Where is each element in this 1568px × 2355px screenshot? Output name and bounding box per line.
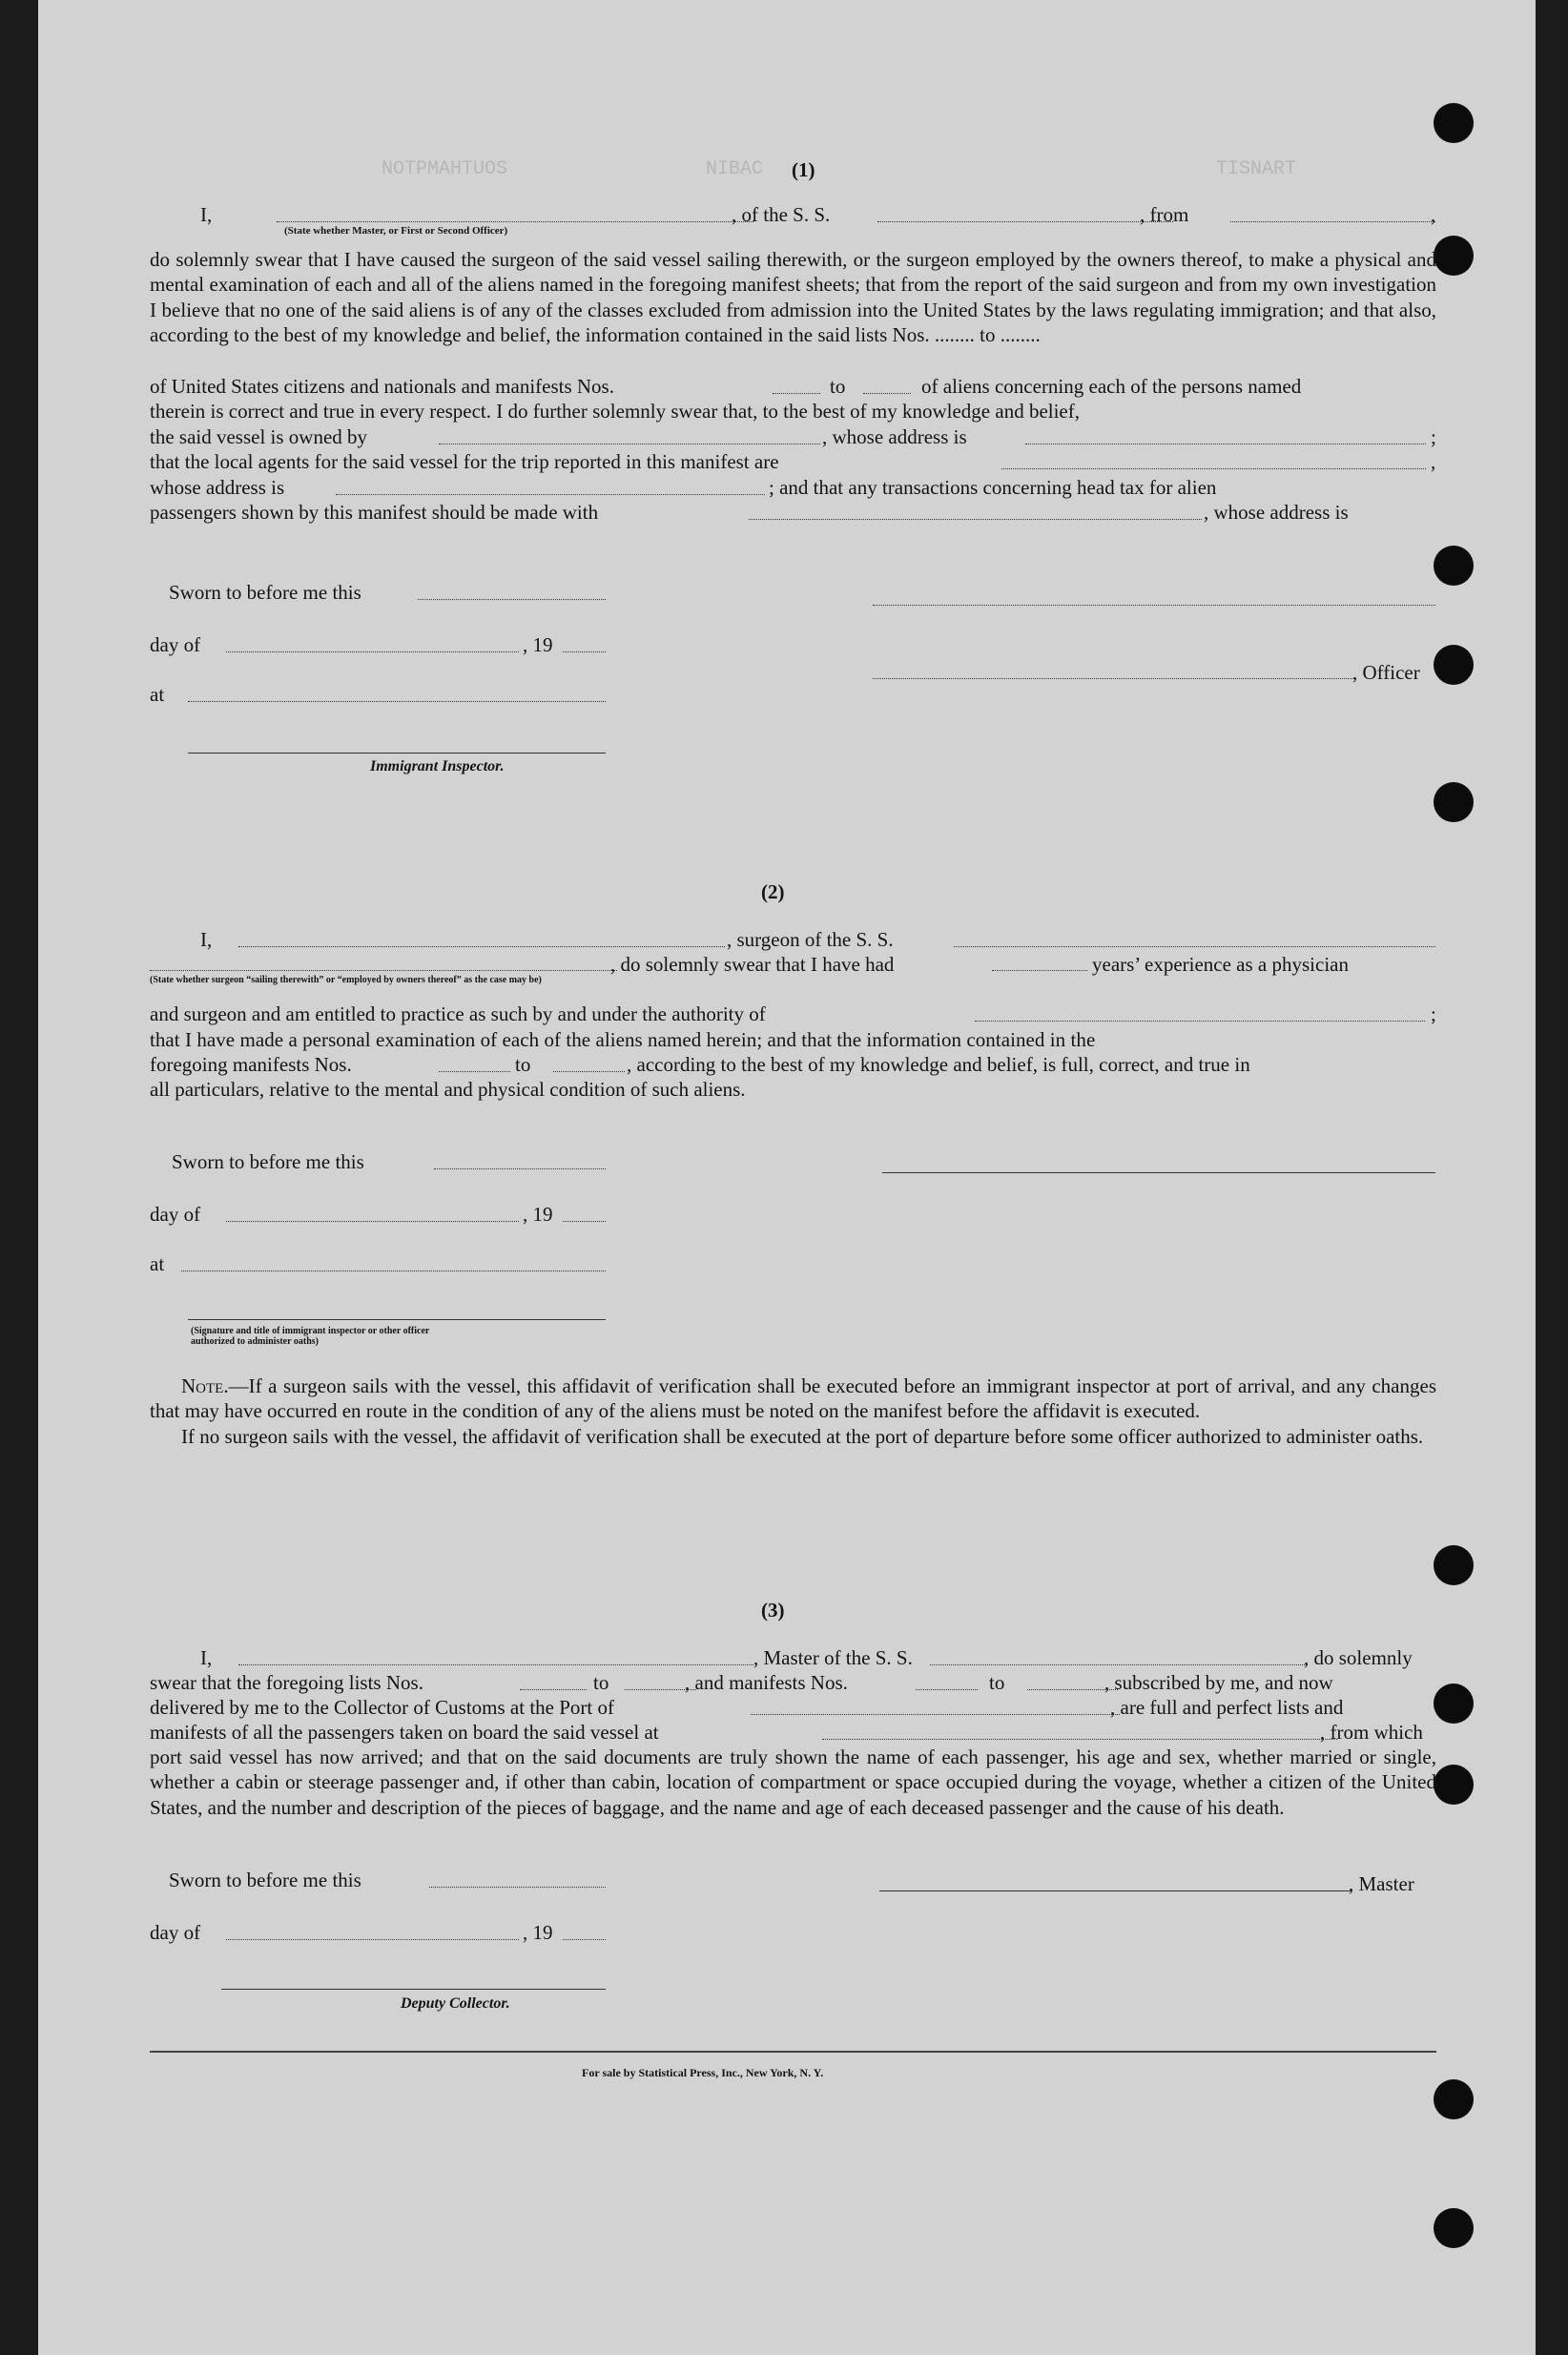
day-of-label: day of [150,633,201,656]
sworn-day-field[interactable] [434,1168,606,1169]
from-which-label: , from which [1320,1721,1423,1744]
note-paragraph-2 [150,1424,1436,1449]
master-of-ss-label: , Master of the S. S. [753,1646,913,1669]
punch-hole [1434,546,1474,586]
punch-hole [1434,2208,1474,2248]
section-1-heading: (1) [792,158,815,181]
agents-address-label: whose address is [150,476,285,499]
foregoing-lists-label: swear that the foregoing lists Nos. [150,1671,423,1694]
owned-by-label: the said vessel is owned by [150,425,368,448]
aliens-concerning-text: of aliens concerning each of the persons named [921,375,1302,398]
local-agents-field[interactable] [1001,468,1426,469]
printer-credit: For sale by Statistical Press, Inc., New York, N. Y. [582,2066,824,2079]
surgeon-status-field[interactable] [150,970,617,971]
to-label: to [515,1053,531,1076]
note-paragraph-1 [150,1374,1436,1424]
at-label: at [150,1252,165,1275]
section-3-body-text: port said vessel has now arrived; and that on the said documents are truly shown the name of each passenger, his age and sex, whether married or single, whether a cabin or steerage passenger and, if other than cabin, location of compartment or space occupied during the voyage, whether a citizen of the United States, and the number and description of the pieces of baggage, and the name and age of each deceased passenger and the cause of his death. [150,1746,1436,1819]
oath-officer-signature-line[interactable] [188,1319,606,1320]
section-1-body [150,247,1436,348]
collector-port-field[interactable] [751,1714,1120,1715]
collector-port-label: delivered by me to the Collector of Customs at the Port of [150,1696,614,1719]
footer-rule [150,2051,1436,2053]
lists-from-field[interactable] [520,1689,587,1690]
master-label: , Master [1349,1872,1414,1895]
sworn-day-field[interactable] [418,599,606,600]
bleed-through-text: NOTPMAHTUOS [382,158,508,180]
semicolon: ; [1431,425,1436,448]
officer-caption: (State whether Master, or First or Second Officer) [284,225,508,237]
manifests-from-field[interactable] [916,1689,978,1690]
oath-i: I, [200,1646,213,1669]
head-tax-contact-field[interactable] [749,519,1202,520]
manifest-no-from-field[interactable] [773,393,820,394]
sworn-label: Sworn to before me this [172,1150,364,1173]
punch-hole [1434,1684,1474,1724]
surgeon-vessel-field[interactable] [954,946,1435,947]
deputy-collector-signature-line[interactable] [221,1989,606,1990]
at-place-field[interactable] [181,1270,606,1271]
section-3-heading: (3) [761,1599,785,1622]
surgeon-of-ss-label: , surgeon of the S. S. [727,928,894,951]
oath-i: I, [200,928,213,951]
manifests-nos-label: foregoing manifests Nos. [150,1053,352,1076]
year-label: , 19 [523,633,553,656]
manifest-back-page [38,0,1536,2355]
local-agents-label: that the local agents for the said vessel for the trip reported in this manifest are [150,450,779,473]
passengers-label: passengers shown by this manifest should be made with [150,501,599,524]
punch-hole [1434,782,1474,822]
bleed-through-text: TISNART [1216,158,1297,180]
to-label: to [989,1671,1005,1694]
note-block [150,1374,1436,1449]
manifest-no-to-field[interactable] [863,393,911,394]
according-text: , according to the best of my knowledge and belief, is full, correct, and true in [627,1053,1250,1076]
comma: , [1431,203,1436,226]
full-perfect-text: , are full and perfect lists and [1110,1696,1344,1719]
surgeon-manifest-to-field[interactable] [553,1071,625,1072]
embarkation-port-field[interactable] [822,1739,1337,1740]
master-vessel-field[interactable] [930,1664,1307,1665]
surgeon-signature-line[interactable] [882,1172,1435,1173]
comma: , [1431,450,1436,473]
punch-hole [1434,2079,1474,2119]
at-label: at [150,683,165,706]
sworn-day-field[interactable] [429,1887,606,1888]
swear-years-label: , do solemnly swear that I have had [610,953,895,976]
signature-caption [191,1326,439,1347]
to-label: to [593,1671,609,1694]
owner-address-label: , whose address is [822,425,967,448]
year-label: , 19 [523,1921,553,1944]
officer-signature-field[interactable] [873,605,1435,606]
manifests-nos-label: , and manifests Nos. [685,1671,848,1694]
inspector-title: Immigrant Inspector. [370,758,505,775]
contact-address-label: , whose address is [1204,501,1349,524]
head-tax-text: ; and that any transactions concerning head tax for alien [769,476,1217,499]
authority-label: and surgeon and am entitled to practice as such by and under the authority of [150,1002,766,1025]
at-place-field[interactable] [188,701,606,702]
section-3-body [150,1745,1436,1820]
years-physician-label: years’ experience as a physician [1092,953,1349,976]
punch-hole [1434,236,1474,276]
day-of-month-field[interactable] [226,1939,519,1940]
particulars-text: all particulars, relative to the mental and physical condition of such aliens. [150,1078,746,1101]
year-field[interactable] [563,651,606,652]
surgeon-manifest-from-field[interactable] [439,1071,510,1072]
to-label: to [830,375,846,398]
signature-caption-text: (Signature and title of immigrant inspector or other officer authorized to administer oaths) [191,1326,430,1347]
punch-hole [1434,645,1474,685]
from-label: , from [1140,203,1189,226]
section-1-body-text: do solemnly swear that I have caused the surgeon of the said vessel sailing therewith, or the surgeon employed by the owners thereof, to make a physical and mental examination of each and all of the aliens named in the foregoing manifest sheets; that from the report of the said surgeon and from my own investigation I believe that no one of the said aliens is of any of the classes excluded from admission into the United States by the laws regulating immigration; and that also, according to the best of my knowledge and belief, the information contained in the said lists Nos. ........ to ........ [150,248,1436,347]
sworn-label: Sworn to before me this [169,581,361,604]
master-name-field[interactable] [238,1664,753,1665]
officer-name-field[interactable] [277,221,753,222]
authority-field[interactable] [975,1021,1425,1022]
taken-on-board-label: manifests of all the passengers taken on board the said vessel at [150,1721,659,1744]
note-label: Note. [181,1374,229,1397]
bleed-through-text: NIBAC [706,158,764,180]
day-of-month-field[interactable] [226,1221,519,1222]
punch-hole [1434,1545,1474,1585]
day-of-month-field[interactable] [226,651,519,652]
oath-i: I, [200,203,213,226]
years-experience-field[interactable] [992,970,1087,971]
officer-title-field[interactable] [873,678,1354,679]
of-ss-label: , of the S. S. [732,203,831,226]
semicolon: ; [1431,1002,1436,1025]
punch-hole [1434,103,1474,143]
punch-hole [1434,1765,1474,1805]
surgeon-name-field[interactable] [238,946,725,947]
do-solemnly-label: , do solemnly [1304,1646,1413,1669]
officer-label: , Officer [1352,661,1420,684]
from-port-field[interactable] [1230,221,1435,222]
year-label: , 19 [523,1203,553,1226]
vessel-name-field[interactable] [877,221,1173,222]
examination-text: that I have made a personal examination of each of the aliens named herein; and that the information contained in the [150,1028,1096,1051]
therein-text: therein is correct and true in every respect. I do further solemnly swear that, to the best of my knowledge and belief, [150,400,1080,423]
us-citizens-line: of United States citizens and nationals and manifests Nos. [150,375,614,398]
day-of-label: day of [150,1921,201,1944]
deputy-collector-title: Deputy Collector. [401,1995,510,2012]
section-2-heading: (2) [761,880,785,903]
agents-address-field[interactable] [336,494,765,495]
inspector-signature-line[interactable] [188,753,606,754]
year-field[interactable] [563,1221,606,1222]
day-of-label: day of [150,1203,201,1226]
subscribed-text: , subscribed by me, and now [1104,1671,1333,1694]
note-text-1: —If a surgeon sails with the vessel, this affidavit of verification shall be executed before an immigrant inspector at port of arrival, and any changes that may have occurred en route in the condition of any of the aliens must be noted on the manifest before the affidavit is executed. [150,1374,1436,1423]
sworn-label: Sworn to before me this [169,1869,361,1891]
year-field[interactable] [563,1939,606,1940]
note-text-2: If no surgeon sails with the vessel, the affidavit of verification shall be executed at the port of departure before some officer authorized to administer oaths. [181,1424,1424,1448]
surgeon-caption: (State whether surgeon “sailing therewith” or “employed by owners thereof” as the case may be) [150,975,542,985]
master-signature-line[interactable] [879,1890,1351,1891]
